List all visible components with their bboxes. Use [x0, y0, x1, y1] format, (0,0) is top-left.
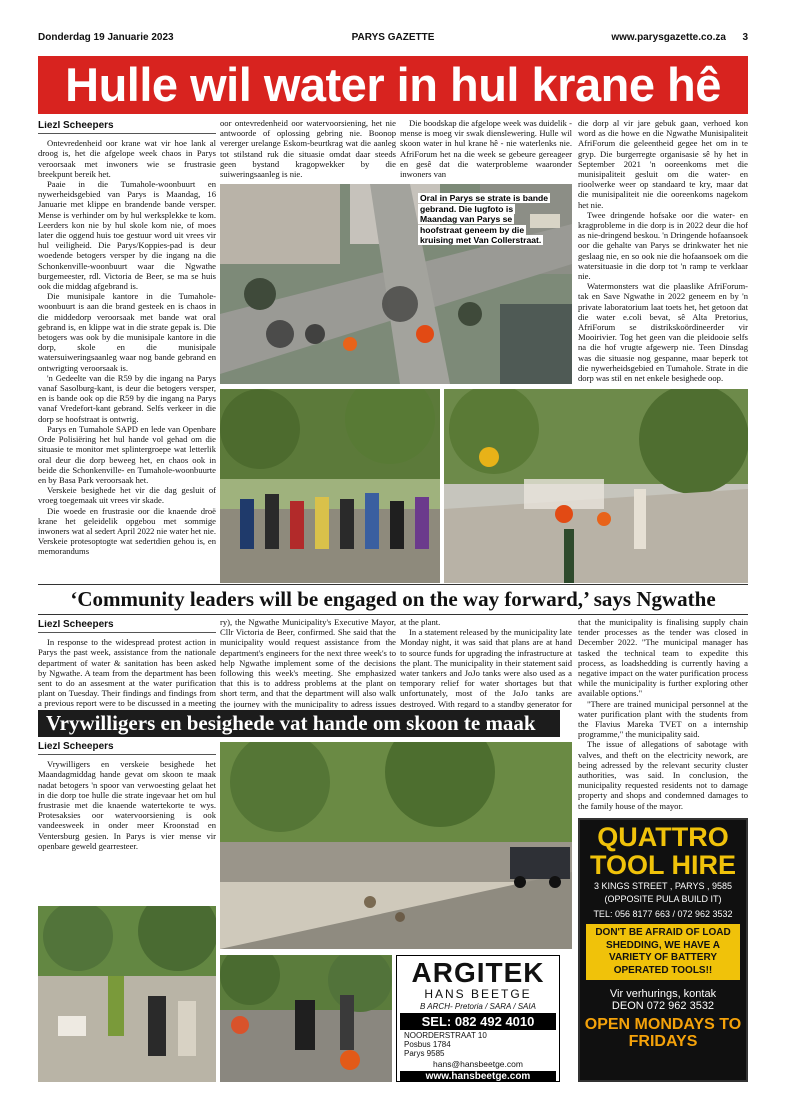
article3-headline: Vrywilligers en besighede vat hande om skoon te maak	[38, 710, 560, 737]
lead-column-4	[578, 118, 748, 386]
lead-paragraph: Twee dringende hofsake oor die water- en kragprobleme in die dorp is in 2022 deur die hof as nie-dringend beskou. 'n Dringende hofaansoek oor die gehalte van Parys se drinkwater het nie geslaag nie, en so ook nie die hofaansoek om die watersituasie in die dorp tot 'n ramp te verklaar nie.	[578, 209, 748, 282]
article3-column-1	[38, 742, 216, 902]
article2-paragraph: that the municipality is finalising supply chain tender processes as the tender was closed in December 2022. "The municipal manager has tasked the technical team to expedite this process, as loadshedding is currently having a negative impact on the water purification process while the municipality is further exploring other available options."	[578, 617, 748, 699]
article2-paragraph: ry), the Ngwathe Municipality's Executive Mayor, Cllr Victoria de Beer, confirmed. She said that the municipality would request assistance from the department's engineers for the next three week's to help Ngwathe implement some of the decisions following this week's meeting. She emphasized that this is to address problems at the plant on short term, and that the department will also walk the journey with the municipality to adress issues	[220, 617, 396, 708]
lead-paragraph: die dorp al vir jare gebuk gaan, verhoed kon word as die howe en die Ngwathe Munisipaliteit AfriForum die geleentheid gegee het om in te gryp. Die burgerregte organisasie sê hy het in September 2021 'n ooreenkoms met die munisipaliteit gesluit om die water- en rioolwerke weer op standaard te kry, maar dat die munisipaliteit nie die ooreenkoms nagekom het nie.	[578, 118, 748, 210]
lead-column-3	[400, 118, 572, 180]
lead-column-2	[220, 118, 396, 180]
argitek-qualifications: B ARCH- Pretoria / SARA / SAIA	[420, 1002, 536, 1011]
lead-headline: Hulle wil water in hul krane hê	[38, 56, 748, 114]
quattro-open-days: OPEN MONDAYS TO FRIDAYS	[584, 1016, 742, 1050]
lead-paragraph: Paaie in die Tumahole-woonbuurt en nywerheidsgebied van Parys is Maandag, 16 Januarie met klippe en brandende bande versper. Mense is verhinder om by hul werksplekke te kom. Leerders kon nie by hul skole kom nie, of moes later die oggend huis toe gestuur word uit vrees vir hul veiligheid. Die Parys/Koppies-pad is deur woedende betogers versper by die ingang na die Schonkenville-woonbuurt waar die Ngwathe burgemeester, rdl. Victoria de Beer, se ma se huis ook die middag afgebrand is.	[38, 179, 216, 292]
lead-paragraph: Parys en Tumahole SAPD en lede van Openbare Orde Polisiëring het hul hande vol gehad om die situasie te monitor met splintergroepe wat letterlik oral deur die dorp beweeg het, en chaos ook in beide die Schonkenville- en Tumahole-woonbuurte en by Basa Park veroorsaak het.	[38, 423, 216, 485]
lead-column-1	[38, 121, 216, 583]
argitek-name: ARGITEK	[411, 957, 545, 988]
byline-rule	[38, 632, 216, 633]
lead-paragraph: Verskeie besighede het vir die dag gesluit of vroeg toegemaak uit vrees vir skade.	[38, 485, 216, 506]
protest-crowd-photo	[220, 389, 440, 583]
argitek-email: hans@hansbeetge.com	[433, 1059, 523, 1070]
lead-paragraph: Watermonsters wat die plaaslike AfriForum-tak en Save Ngwathe in 2022 geneem en by 'n private laboratorium laat toets het, het getoon dat die water e.coli bevat, sê Alta Pretorius, AfriForum se distrikskoördineerder vir Mooirivier. Tog het geen van die pleidooie selfs na die hof vrugte afgewerp nie. Teen Dinsdag was die situasie nog gespanne, maar beperk tot die nywerheidsgebied en Tumahole. Strate in die dorp was stil en net enkele besighede oop.	[578, 281, 748, 384]
quattro-phone: TEL: 056 8177 663 / 072 962 3532	[593, 909, 733, 919]
burning-road-photo	[444, 389, 748, 583]
article2-column-4	[578, 617, 748, 815]
quattro-loadshedding-box: DON'T BE AFRAID OF LOAD SHEDDING, WE HAVE A VARIETY OF BATTERY OPERATED TOOLS!!	[586, 924, 740, 980]
article3-paragraph: Vrywilligers en verskeie besighede het Maandagmiddag hande gevat om skoon te maak nadat betogers 'n spoor van verwoesting gelaat het in die dorp toe hulle die strate ingevaar het om hul frustrasie met die knaende watertekorte te wys. Protesaksies oor watervoorsiening is ook vandeesweek in onder meer Kroonstad en Ventersburg gesien. In Parys is vier mense vir openbare geweld gearresteer.	[38, 759, 216, 851]
argitek-phone: SEL: 082 492 4010	[400, 1013, 556, 1030]
article2-headline: ‘Community leaders will be engaged on the way forward,’ says Ngwathe	[70, 587, 716, 611]
page-number: 3	[742, 32, 748, 43]
quattro-subtitle: TOOL HIRE	[589, 850, 737, 880]
issue-date: Donderdag 19 Januarie 2023	[38, 32, 174, 43]
article2-byline: Liezl Scheepers	[38, 620, 114, 630]
article2-column-1	[38, 620, 216, 708]
article2-paragraph: at the plant.	[400, 617, 441, 627]
masthead	[38, 32, 748, 46]
argitek-website: www.hansbeetge.com	[400, 1071, 556, 1082]
argitek-subname: HANS BEETGE	[424, 987, 532, 1001]
article2-paragraph: The issue of allegations of sabotage with valves, and theft on the electricity nework, are being adressed by the relevant security cluster authorities, was said. In conclusion, the municipality requested residents not to damage property and shops and condemned damages to the family house of the mayor.	[578, 739, 748, 811]
quattro-address-note: (OPPOSITE PULA BUILD IT)	[604, 894, 722, 904]
argitek-address-line: Posbus 1784	[404, 1039, 451, 1049]
lead-byline: Liezl Scheepers	[38, 121, 114, 131]
burning-debris-cleanup-photo	[220, 955, 392, 1082]
website: www.parysgazette.co.za	[611, 32, 726, 43]
byline-rule	[38, 754, 216, 755]
section-rule	[38, 614, 748, 615]
lead-paragraph: Die boodskap die afgelope week was duidelik - mense is moeg vir swak dienslewering. Hulle wil skoon water in hul krane hê - nie waterlenks nie. AfriForum het na die week se gebeure gereageer en gesê dat die waterprobleme waaronder inwoners van	[400, 118, 572, 180]
lead-paragraph: Die munisipale kantore in die Tumahole-woonbuurt is aan die brand gesteek en is chaos in die middedorp veroorsaak met bande wat oral gebrand is, en klippe wat in die strate gepak is. Die betogers was ook by die munisipale kantore in die dorp, skole en die munisipale watersuiweringsaanleg waar nog bande gebrand en ontwrigting veroorsaak is.	[38, 291, 216, 373]
quattro-contact-name: DEON 072 962 3532	[611, 1000, 715, 1012]
article2-column-2	[220, 617, 396, 708]
lead-paragraph: Die woede en frustrasie oor die knaende droë krane het geleidelik opgebou met sommige inwoners wat al sedert April 2022 nie water het nie. Verskeie protesoptogte wat sedertdien gehou is, en memorandums	[38, 505, 216, 557]
article2-column-3	[400, 617, 572, 708]
argitek-advert	[396, 955, 560, 1082]
article2-paragraph: In a statement released by the municipality late Monday night, it was said that plans are at hand to source funds for upgrading the infrastructure at the plant. The municipality in their statement said water tankers and JoJo tanks were also used as a temporary relief for water shortages but that unfortunately, most of the JoJo tanks are destroyed. With regard to a standby generator for	[400, 627, 572, 708]
paper-name: PARYS GAZETTE	[351, 32, 435, 43]
lead-paragraph: Ontevredenheid oor krane wat vir hoe lank al droog is, het die afgelope week chaos in Parys veroorsaak met inwoners wie se frustrasie breekpunt bereik het.	[38, 138, 216, 179]
quattro-address: 3 KINGS STREET , PARYS , 9585	[593, 881, 733, 891]
street-cleanup-photo	[220, 742, 572, 949]
byline-rule	[38, 133, 216, 134]
argitek-address-line: NOORDERSTRAAT 10	[404, 1031, 487, 1040]
section-rule	[38, 584, 748, 585]
aerial-photo-caption: Oral in Parys se strate is bande gebrand. Die lugfoto is Maandag van Parys se hoofstraat geneem by die kruising met Van Collerstraat.	[420, 193, 549, 246]
volunteers-sweeping-photo	[38, 906, 216, 1082]
article2-paragraph: "There are trained municipal personnel at the water purification plant with the students from the Flavius Mareka TVET on a internship programme," the municipality said.	[578, 698, 748, 740]
argitek-address-line: Parys 9585	[404, 1048, 445, 1058]
article3-byline: Liezl Scheepers	[38, 742, 114, 752]
lead-paragraph: 'n Gedeelte van die R59 by die ingang na Parys vanaf Sasolburg-kant, is deur die betogers versper, en is bande ook op die R59 by die ingang na Parys vanaf Vredefort-kant gebrand. Selfs verkeer in die dorp se hoofstraat is ontwrig.	[38, 372, 216, 424]
quattro-title: QUATTRO	[597, 822, 729, 852]
quattro-tool-hire-advert	[578, 818, 748, 1082]
article2-paragraph: In response to the widespread protest action in Parys the past week, assistance from the nationale department of water & sanitation has been asked by Ngwathe. A team from the department has been sent to do an assesment at the water purification plant on Tuesday. Their findings and findings from a previous report were to be discussed in a meeting	[38, 637, 216, 708]
lead-paragraph: oor ontevredenheid oor watervoorsiening, het nie antwoorde of oplossing gebring nie. Boonop vererger urelange Eskom-beurtkrag wat die aanleg tot stilstand ruk die situasie omdat daar steeds geen bystand kragopwekker by die suiweringsaanleg is nie.	[220, 118, 396, 180]
quattro-hire-contact: Vir verhurings, kontak	[609, 988, 717, 1000]
